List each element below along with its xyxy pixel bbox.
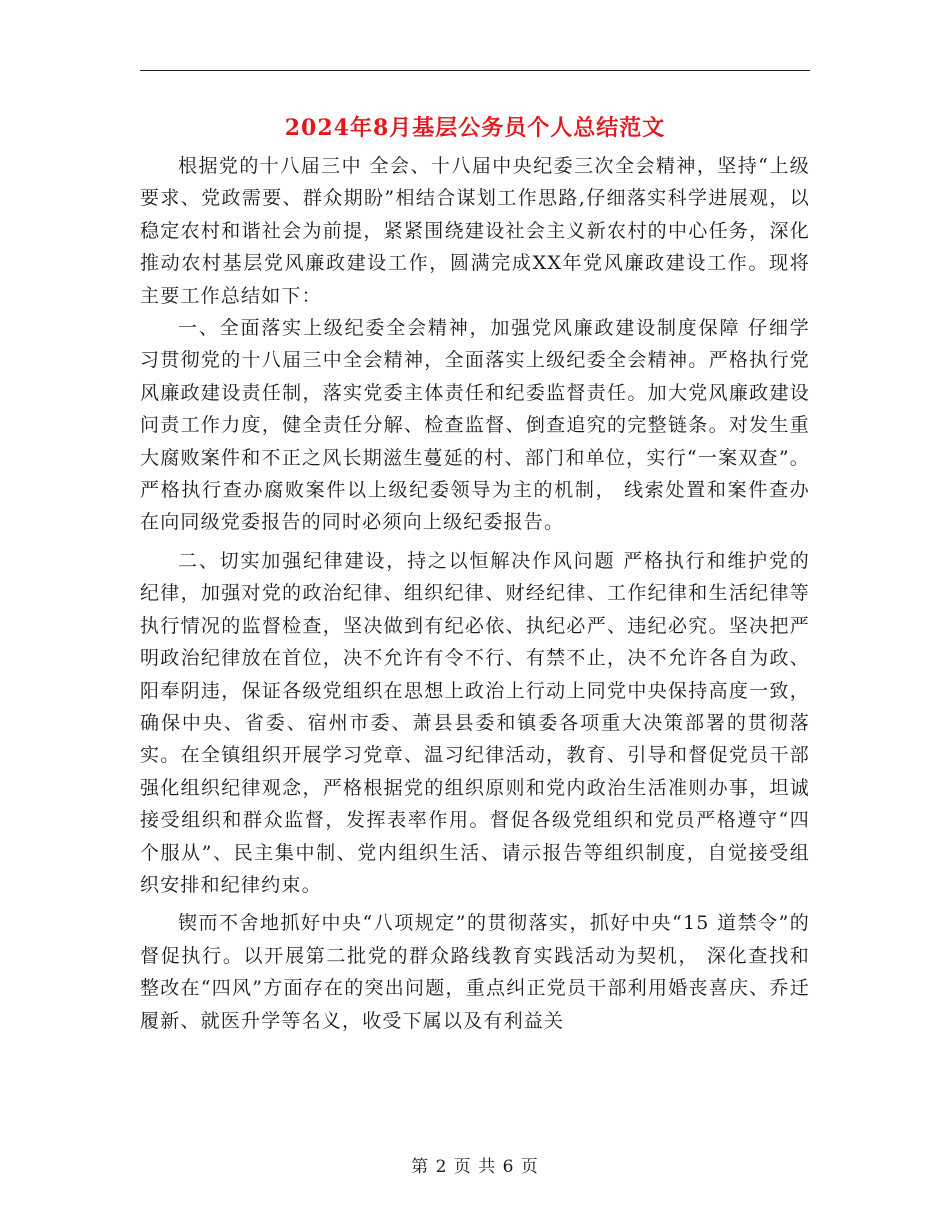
paragraph-section-one: 一、全面落实上级纪委全会精神，加强党风廉政建设制度保障 仔细学习贯彻党的十八届三中全会精神，全面落实上级纪委全会精神。严格执行党风廉政建设责任制，落实党委主体责任和纪委监督责任。加大党风廉政建设问责工作力度，健全责任分解、检查监督、倒查追究的完整链条。对发生重大腐败案件和不正之风长期滋生蔓延的村、部门和单位，实行“一案双查”。严格执行查办腐败案件以上级纪委领导为主的机制， 线索处置和案件查办在向同级党委报告的同时必须向上级纪委报告。 [140,317,810,534]
paragraph-intro: 根据党的十八届三中 全会、十八届中央纪委三次全会精神，坚持“上级要求、党政需要、群众期盼”相结合谋划工作思路,仔细落实科学进展观，以稳定农村和谐社会为前提，紧紧围绕建设社会主义新农村的中心任务，深化推动农村基层党风廉政建设工作，圆满完成XX年党风廉政建设工作。现将主要工作总结如下： [140,155,810,307]
paragraph-section-two: 二、切实加强纪律建设，持之以恒解决作风问题 严格执行和维护党的纪律，加强对党的政治纪律、组织纪律、财经纪律、工作纪律和生活纪律等执行情况的监督检查，坚决做到有纪必依、执纪必严、违纪必究。坚决把严明政治纪律放在首位，决不允许有令不行、有禁不止，决不允许各自为政、阳奉阴违，保证各级党组织在思想上政治上行动上同党中央保持高度一致，确保中央、省委、宿州市委、萧县县委和镇委各项重大决策部署的贯彻落实。在全镇组织开展学习党章、温习纪律活动，教育、引导和督促党员干部强化组织纪律观念，严格根据党的组织原则和党内政治生活准则办事，坦诚接受组织和群众监督，发挥表率作用。督促各级党组织和党员严格遵守“四个服从”、民主集中制、党内组织生活、请示报告等组织制度，自觉接受组织安排和纪律约束。 [140,549,810,896]
document-title: 2024年8月基层公务员个人总结范文 [284,115,666,141]
document-body [140,150,810,1037]
paragraph-eight-rules: 锲而不舍地抓好中央“八项规定”的贯彻落实，抓好中央“15 道禁令”的督促执行。以开展第二批党的群众路线教育实践活动为契机， 深化查找和整改在“四风”方面存在的突出问题，重点纠正党员干部利用婚丧喜庆、乔迁履新、就医升学等名义，收受下属以及有利益关 [140,912,810,1032]
page-number-footer: 第 2 页 共 6 页 [411,1157,539,1177]
header-rule [140,70,810,71]
